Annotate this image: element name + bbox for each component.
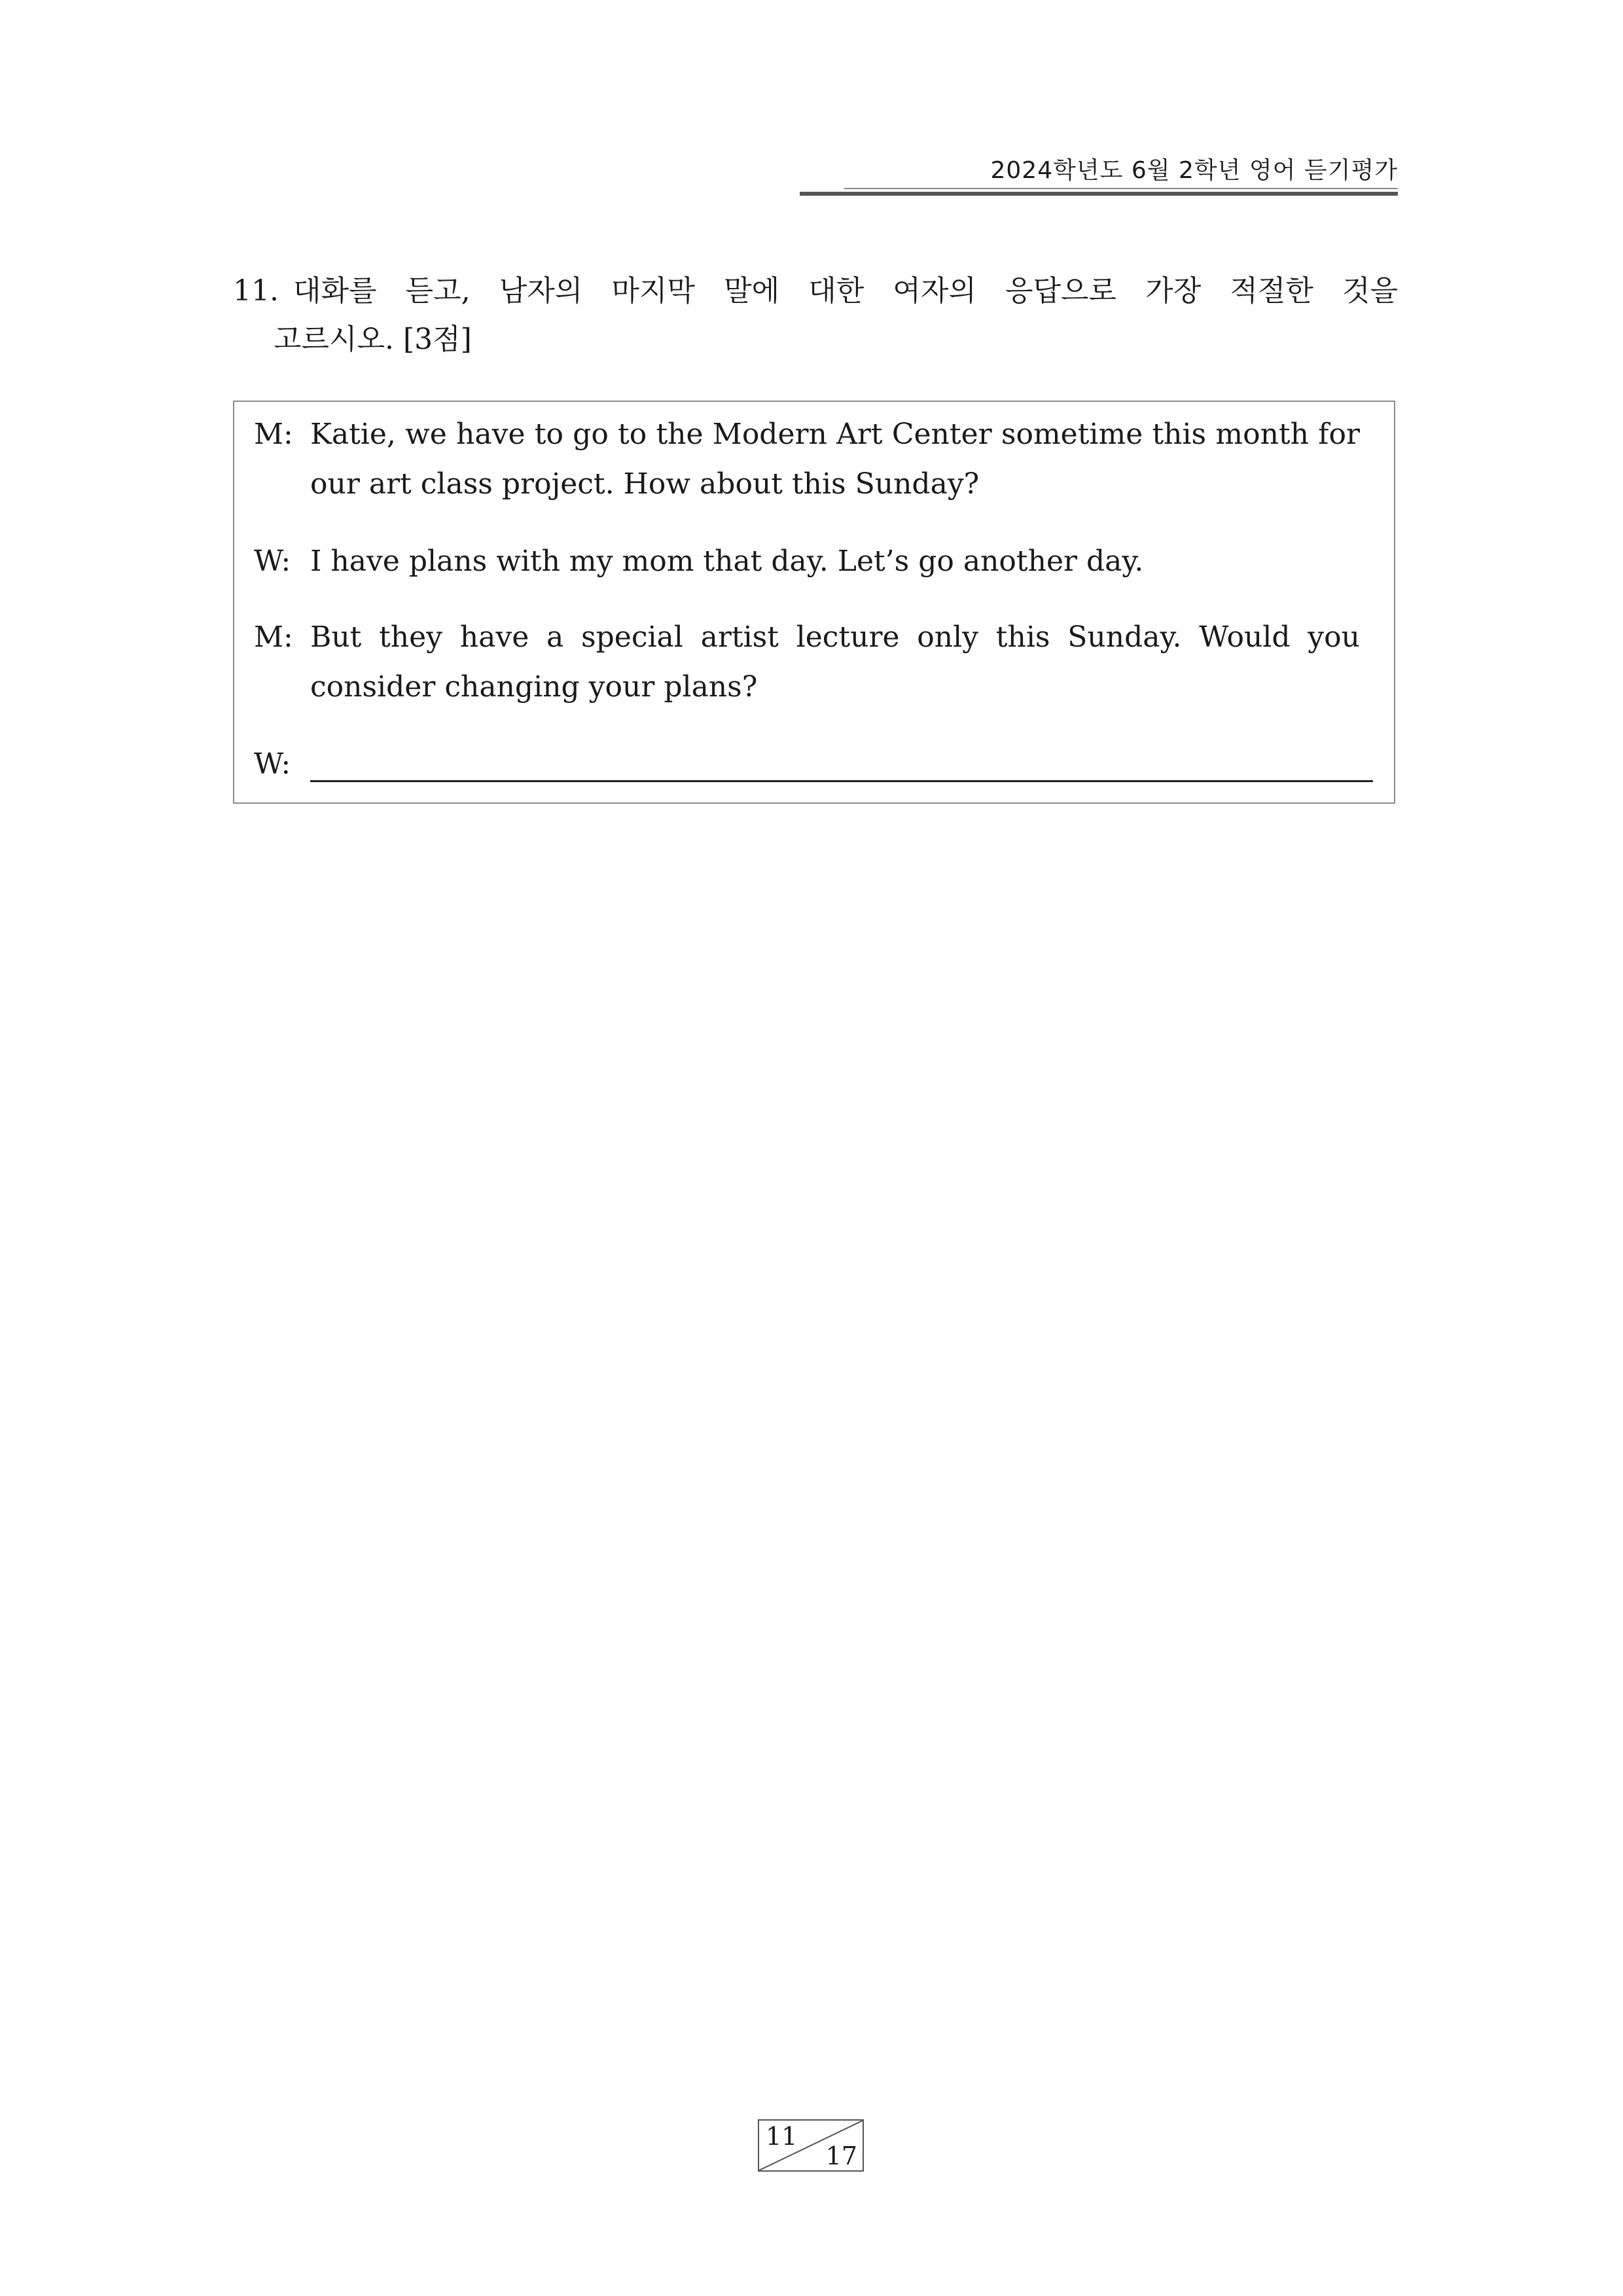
header-divider-thick xyxy=(800,192,1398,196)
dialogue-box xyxy=(233,401,1395,804)
utterance-text: Katie, we have to go to the Modern Art Center sometime this month for our art class project. How about this Sunday? xyxy=(310,418,1360,501)
speaker-label: M: xyxy=(254,620,293,654)
question-text-line-1: 대화를 듣고, 남자의 마지막 말에 대한 여자의 응답으로 가장 적절한 것을 xyxy=(293,274,1398,308)
question-number: 11. xyxy=(233,274,279,308)
exam-title: 2024학년도 6월 2학년 영어 듣기평가 xyxy=(990,157,1398,184)
dialogue-line-man-1 xyxy=(254,410,1360,509)
dialogue-line-woman-1 xyxy=(254,537,1360,586)
utterance-text: But they have a special artist lecture only this Sunday. Would you consider changing your plans? xyxy=(310,620,1360,704)
total-pages: 17 xyxy=(825,2142,857,2170)
question-line-1 xyxy=(233,267,1398,315)
dialogue-line-man-2 xyxy=(254,613,1360,712)
speaker-label: W: xyxy=(254,545,291,578)
question-text-line-2: 고르시오. [3점] xyxy=(274,323,472,356)
speaker-label: W: xyxy=(254,747,291,781)
answer-blank-line xyxy=(310,780,1373,782)
header-divider-thin xyxy=(844,188,1398,189)
current-page: 11 xyxy=(766,2122,798,2151)
speaker-label: M: xyxy=(254,418,293,451)
question-11 xyxy=(233,267,1398,364)
page-number-box xyxy=(758,2119,864,2172)
utterance-text: I have plans with my mom that day. Let’s go another day. xyxy=(310,545,1144,578)
